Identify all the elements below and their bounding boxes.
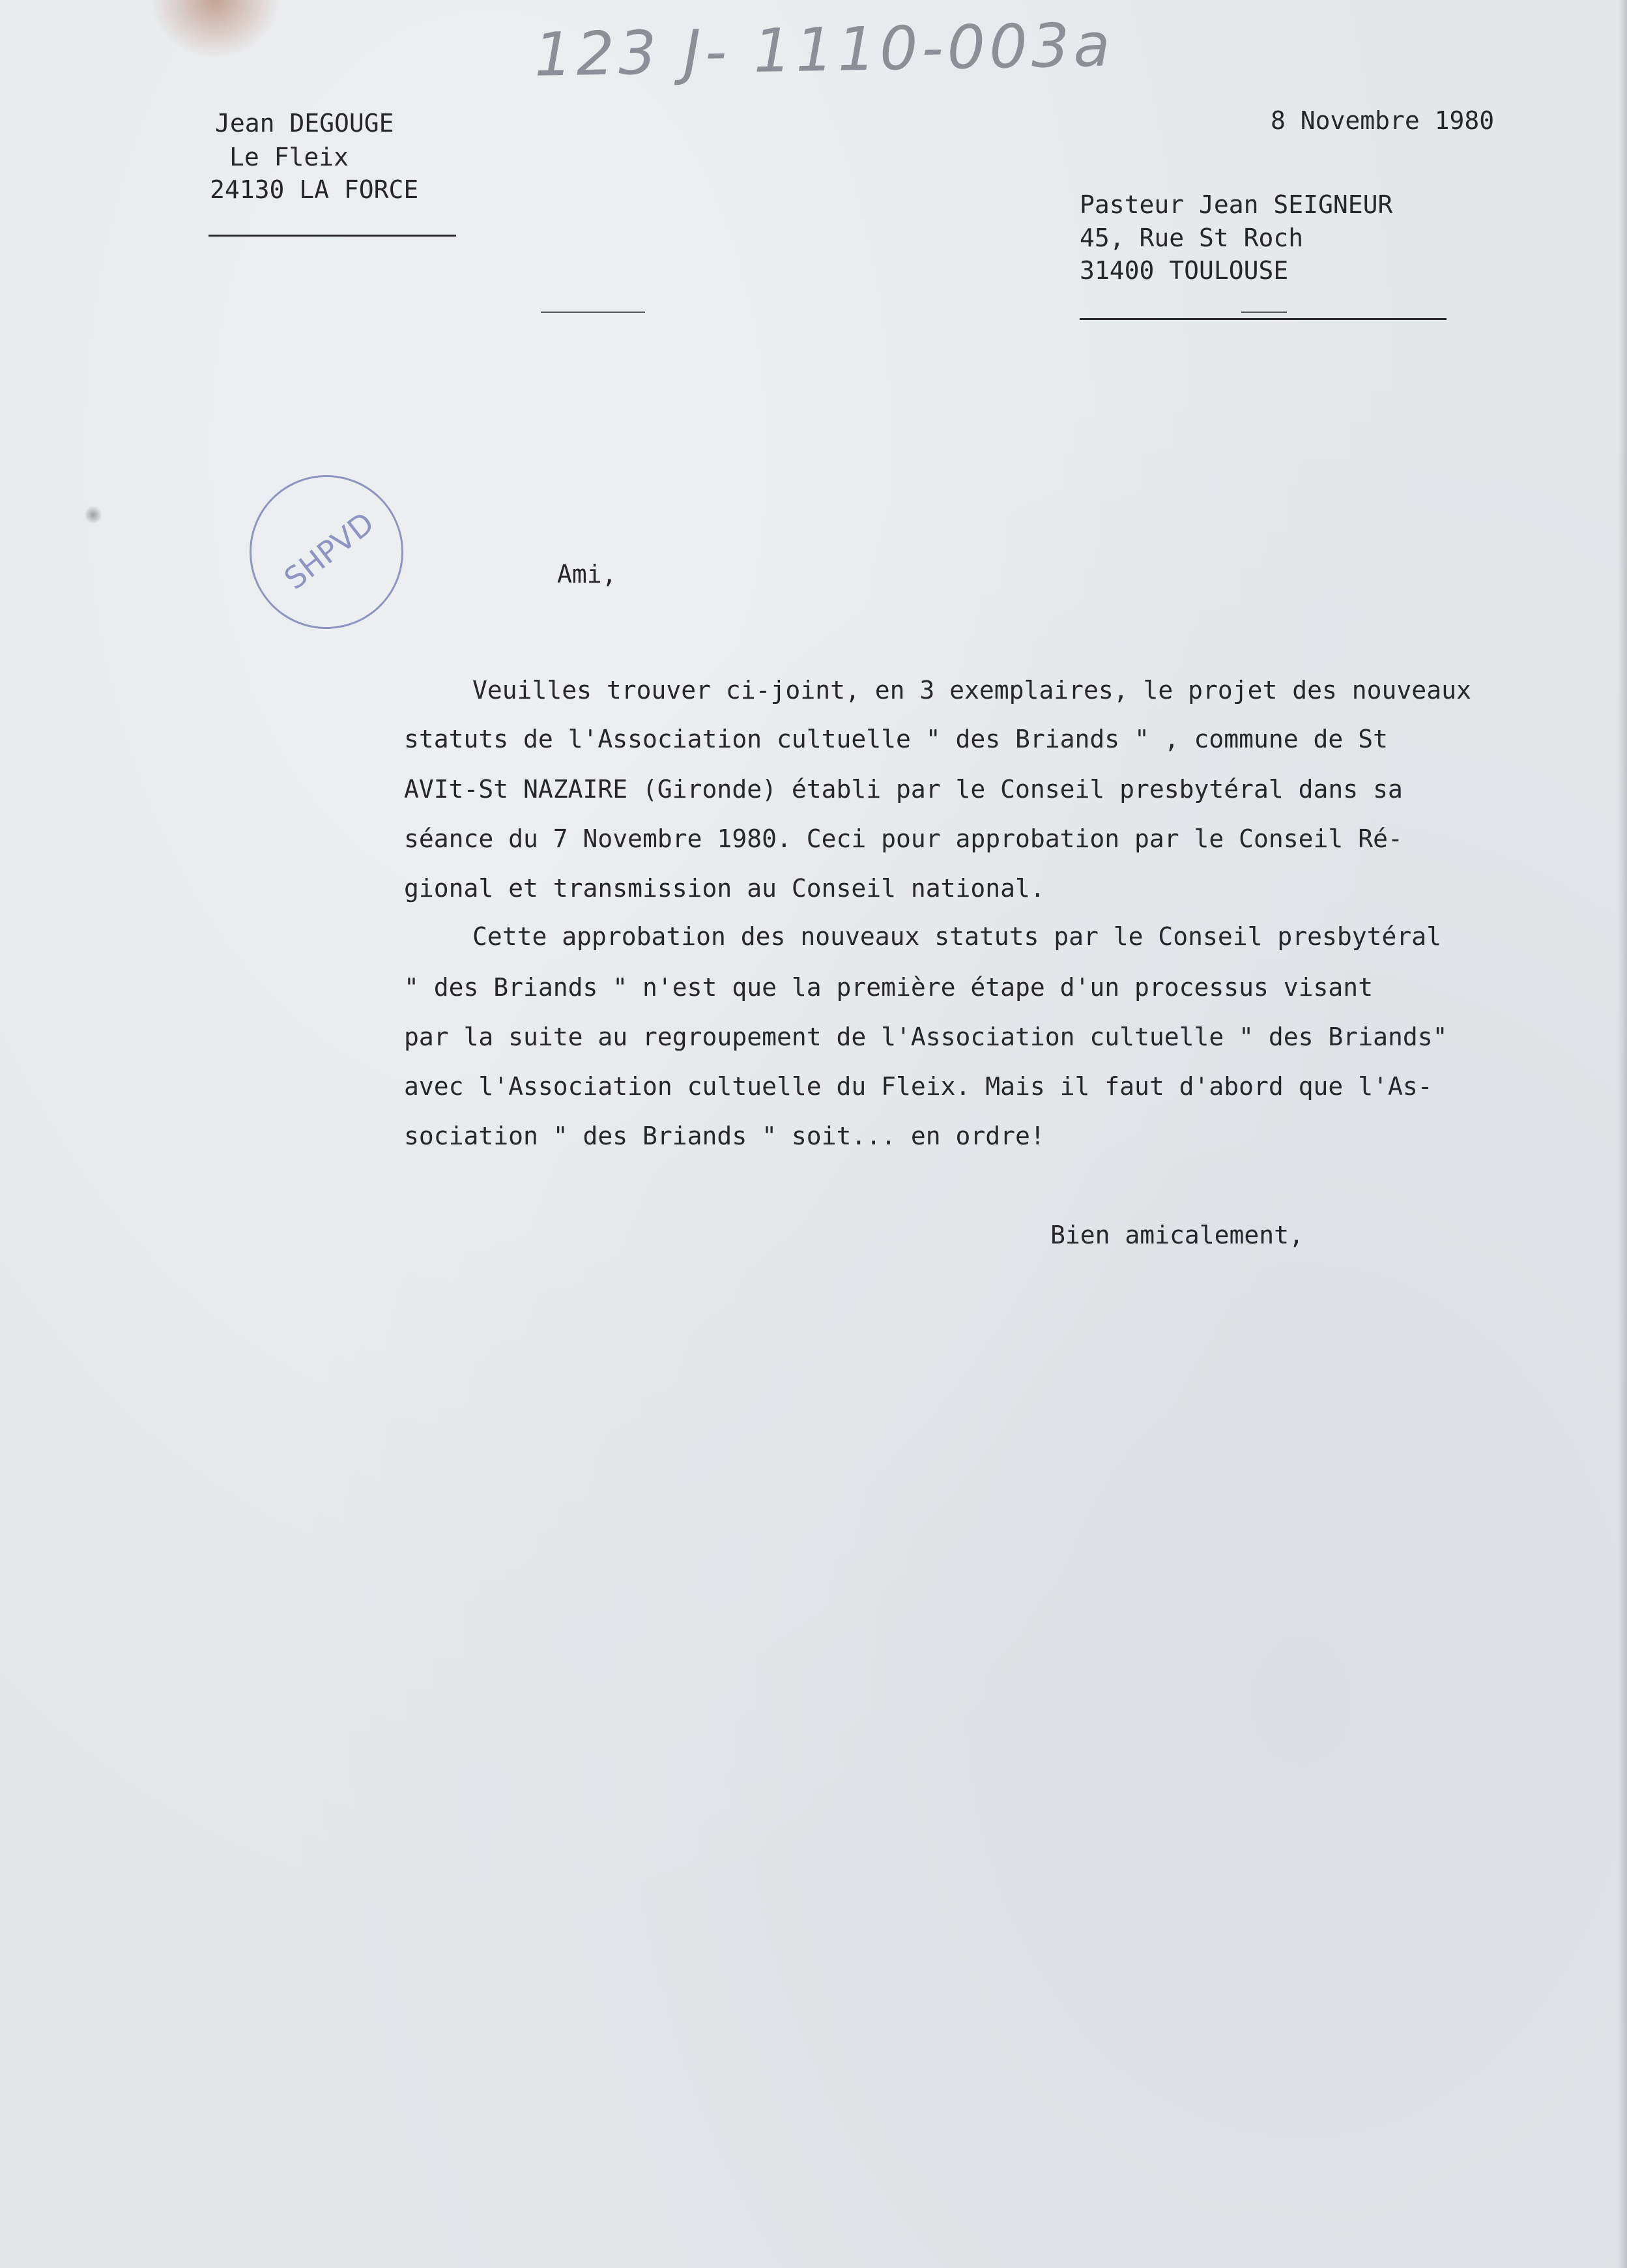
body-line: statuts de l'Association cultuelle " des Briands " , commune de St [404, 725, 1388, 753]
recipient-name: Pasteur Jean SEIGNEUR [1080, 190, 1393, 219]
sender-place: Le Fleix [229, 143, 349, 171]
body-line: gional et transmission au Conseil national. [404, 874, 1045, 903]
recipient-underline [1080, 318, 1447, 320]
archive-reference: 123 J- 1110-003a [534, 10, 1115, 90]
body-line: avec l'Association cultuelle du Fleix. Mais il faut d'abord que l'As- [404, 1072, 1433, 1101]
rust-stain [150, 0, 280, 59]
salutation: Ami, [557, 560, 617, 589]
center-dash [541, 312, 645, 313]
body-line: par la suite au regroupement de l'Association cultuelle " des Briands" [404, 1023, 1448, 1051]
page-edge-shadow [1618, 0, 1627, 2268]
closing: Bien amicalement, [1050, 1221, 1304, 1249]
sender-underline [209, 235, 456, 237]
letter-date: 8 Novembre 1980 [1271, 106, 1495, 135]
body-line: AVIt-St NAZAIRE (Gironde) établi par le Conseil presbytéral dans sa [404, 775, 1403, 804]
body-line: Veuilles trouver ci-joint, en 3 exemplaires, le projet des nouveaux [472, 676, 1471, 705]
sender-name: Jean DEGOUGE [215, 109, 394, 138]
recipient-street: 45, Rue St Roch [1080, 224, 1304, 252]
body-line: " des Briands " n'est que la première étape d'un processus visant [404, 973, 1374, 1002]
ink-smudge [85, 505, 102, 525]
archive-stamp-text: SHPVD [277, 504, 381, 597]
body-line: Cette approbation des nouveaux statuts par le Conseil presbytéral [472, 922, 1442, 951]
recipient-postcode-town: 31400 TOULOUSE [1080, 256, 1289, 285]
body-line: sociation " des Briands " soit... en ordre! [404, 1122, 1045, 1150]
sender-postcode-town: 24130 LA FORCE [210, 175, 419, 204]
recipient-short-dash [1241, 312, 1287, 313]
body-line: séance du 7 Novembre 1980. Ceci pour approbation par le Conseil Ré- [404, 824, 1403, 853]
